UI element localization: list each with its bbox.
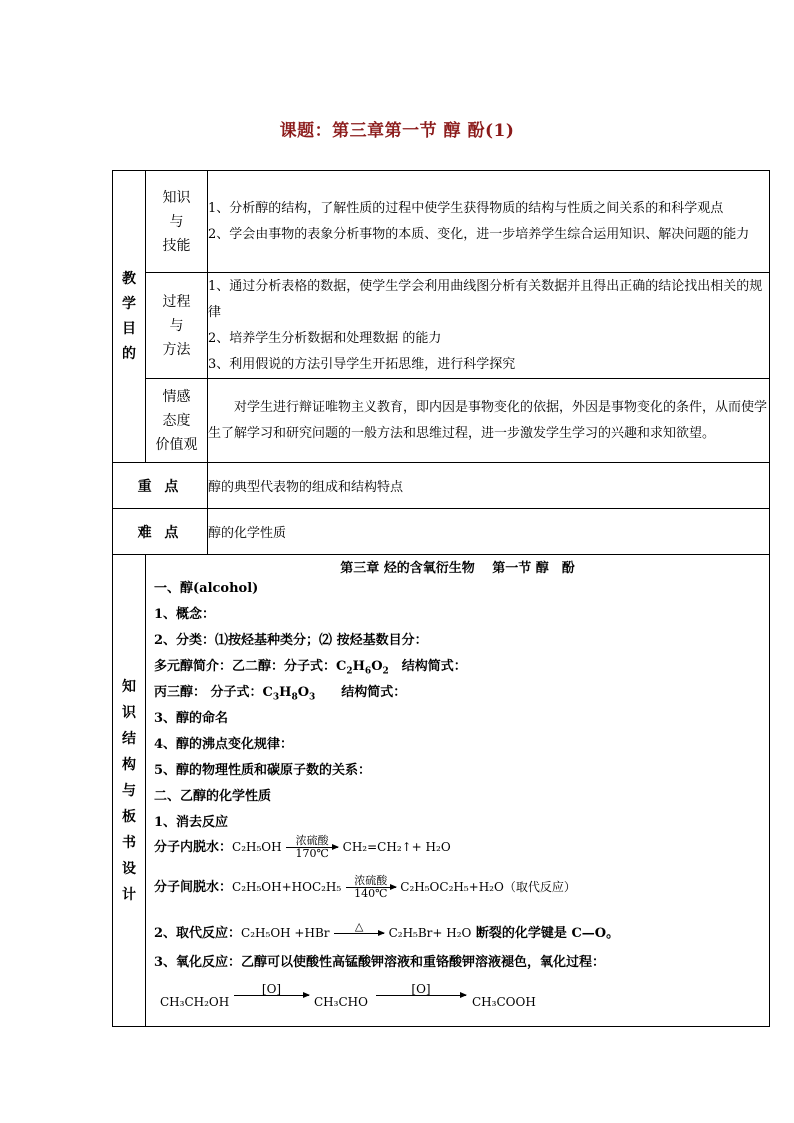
objectives-label: 教 学 目 的 bbox=[113, 171, 146, 463]
oxidation-acetic-acid: CH₃COOH bbox=[472, 995, 536, 1009]
oxidation-arrow-1: [O] bbox=[234, 983, 309, 996]
board-content bbox=[146, 555, 770, 1027]
difficulty-row bbox=[113, 509, 770, 555]
board-line-classification: 2、分类：⑴按烃基种类分；⑵ 按烃基数目分： bbox=[154, 633, 428, 648]
difficulty-label: 难 点 bbox=[113, 509, 208, 555]
key-point-label: 重 点 bbox=[113, 463, 208, 509]
sub-label-attitude: 情感 态度 价值观 bbox=[146, 379, 208, 463]
board-design-row bbox=[113, 555, 770, 1027]
board-heading: 第三章 烃的含氧衍生物 第一节 醇 酚 bbox=[340, 561, 575, 576]
reaction-intermolecular: 分子间脱水：C₂H₅OH+HOC₂H₅ 浓硫酸 140℃ C₂H₅OC₂H₅+H₂O（取代反应） bbox=[154, 874, 576, 900]
board-line-glycerol: 丙三醇： 分子式：$C_3H_8O_3$ 结构简式： bbox=[154, 685, 407, 703]
board-line-ethanol-chem: 二、乙醇的化学性质 bbox=[154, 789, 272, 804]
board-line-alcohol: 一、醇(alcohol) bbox=[154, 581, 259, 596]
board-line-concept: 1、概念： bbox=[154, 607, 216, 622]
objective-row-knowledge bbox=[113, 171, 770, 273]
reaction-arrow: △ bbox=[334, 921, 384, 946]
key-point-row bbox=[113, 463, 770, 509]
key-point-text: 醇的典型代表物的组成和结构特点 bbox=[208, 463, 770, 509]
process-content: 1、通过分析表格的数据，使学生学会利用曲线图分析有关数据并且得出正确的结论找出相关的规律 2、培养学生分析数据和处理数据 的能力 3、利用假说的方法引导学生开拓思维，进行科学探究 bbox=[208, 273, 770, 379]
objective-row-process bbox=[113, 273, 770, 379]
reaction-arrow: 浓硫酸 170℃ bbox=[286, 835, 338, 860]
board-line-naming: 3、醇的命名 bbox=[154, 711, 229, 726]
reaction-arrow: 浓硫酸 140℃ bbox=[346, 875, 396, 900]
attitude-content: 对学生进行辩证唯物主义教育，即内因是事物变化的依据，外因是事物变化的条件，从而使学生了解学习和研究问题的一般方法和思维过程，进一步激发学生学习的兴趣和求知欲望。 bbox=[208, 379, 770, 463]
reaction-intramolecular: 分子内脱水：C₂H₅OH 浓硫酸 170℃ CH₂=CH₂↑+ H₂O bbox=[154, 834, 451, 860]
reaction-substitution: 2、取代反应：C₂H₅OH +HBr △ C₂H₅Br+ H₂O 断裂的化学键是 C—O。 bbox=[154, 921, 619, 946]
board-line-boiling: 4、醇的沸点变化规律： bbox=[154, 737, 294, 752]
sub-label-knowledge: 知识 与 技能 bbox=[146, 171, 208, 273]
difficulty-text: 醇的化学性质 bbox=[208, 509, 770, 555]
board-line-physical: 5、醇的物理性质和碳原子数的关系： bbox=[154, 763, 372, 778]
page-title: 课题：第三章第一节 醇 酚(1) bbox=[279, 121, 515, 141]
board-line-glycol: 多元醇简介：乙二醇：分子式：$C_2H_6O_2$ 结构简式： bbox=[154, 659, 467, 677]
oxidation-acetaldehyde: CH₃CHO bbox=[314, 995, 368, 1009]
objective-row-attitude bbox=[113, 379, 770, 463]
sub-label-process: 过程 与 方法 bbox=[146, 273, 208, 379]
oxidation-ethanol: CH₃CH₂OH bbox=[160, 995, 230, 1009]
board-label: 知 识 结 构 与 板 书 设 计 bbox=[113, 555, 146, 1027]
oxidation-arrow-2: [O] bbox=[376, 983, 466, 996]
reaction-oxidation-text: 3、氧化反应：乙醇可以使酸性高锰酸钾溶液和重铬酸钾溶液褪色，氧化过程： bbox=[154, 955, 606, 970]
knowledge-content: 1、分析醇的结构，了解性质的过程中使学生获得物质的结构与性质之间关系的和科学观点 2、学会由事物的表象分析事物的本质、变化，进一步培养学生综合运用知识、解决问题的能力 bbox=[208, 171, 770, 273]
board-line-elimination: 1、消去反应 bbox=[154, 815, 229, 830]
lesson-plan-table bbox=[112, 170, 770, 1027]
